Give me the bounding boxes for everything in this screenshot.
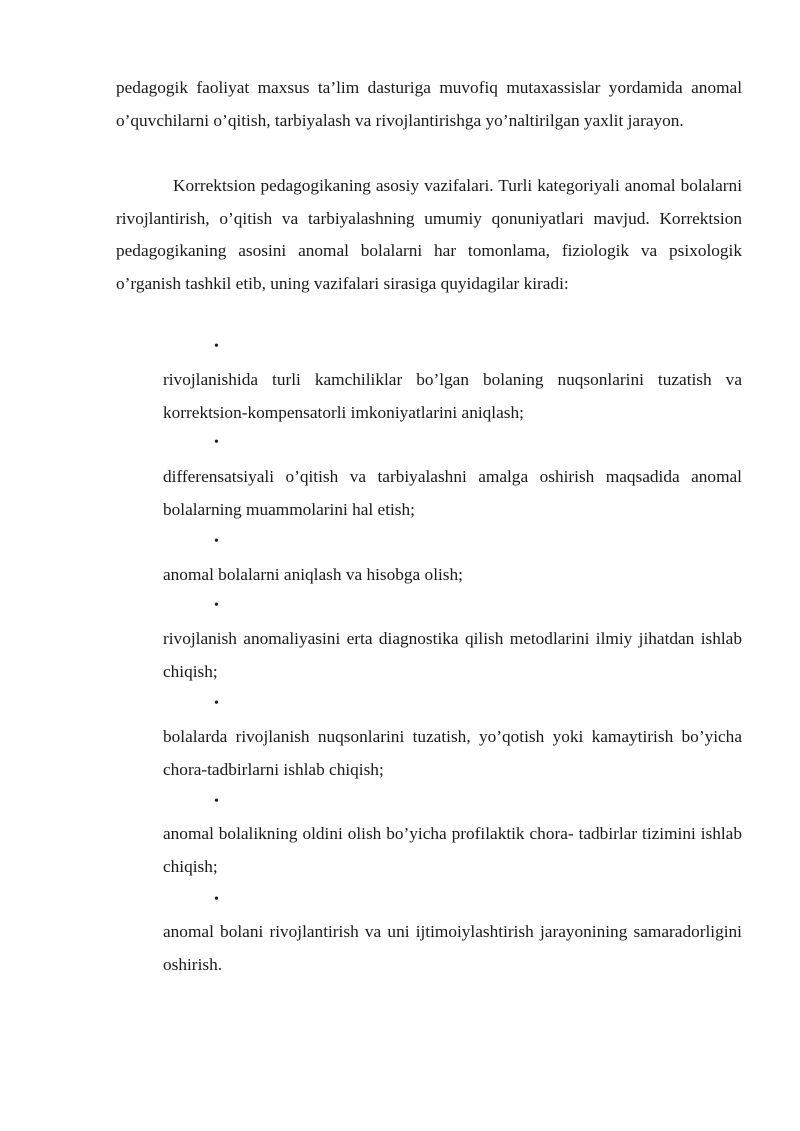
list-item: rivojlanish anomaliyasini erta diagnostika qilish metodlarini ilmiy jihatdan ishlab chiqish; bbox=[163, 629, 742, 681]
bullet-marker: • bbox=[214, 696, 219, 711]
bullet-marker: • bbox=[214, 534, 219, 549]
paragraph-tasks-heading: Korrektsion pedagogikaning asosiy vazifalari. Turli kategoriyali anomal bolalarni rivojlantirish, o’qitish va tarbiyalashning umumiy qonuniyatlari mavjud. Korrektsion pedagogikaning asosini anomal bolalarni har tomonlama, fiziologik va psixologik o’rganish tashkil etib, uning vazifalari sirasiga quyidagilar kiradi: bbox=[116, 176, 742, 293]
list-item: differensatsiyali o’qitish va tarbiyalashni amalga oshirish maqsadida anomal bolalarning muammolarini hal etish; bbox=[163, 467, 742, 519]
bullet-marker: • bbox=[214, 794, 219, 809]
list-item: anomal bolalikning oldini olish bo’yicha profilaktik chora- tadbirlar tizimini ishlab chiqish; bbox=[163, 824, 742, 876]
paragraph-intro: pedagogik faoliyat maxsus ta’lim dasturiga muvofiq mutaxassislar yordamida anomal o’quvchilarni o’qitish, tarbiyalash va rivojlantirishga yo’naltirilgan yaxlit jarayon. bbox=[116, 78, 742, 130]
list-item: rivojlanishida turli kamchiliklar bo’lgan bolaning nuqsonlarini tuzatish va korrektsion-kompensatorli imkoniyatlarini aniqlash; bbox=[163, 370, 742, 422]
list-item: anomal bolalarni aniqlash va hisobga olish; bbox=[163, 565, 463, 584]
list-item: bolalarda rivojlanish nuqsonlarini tuzatish, yo’qotish yoki kamaytirish bo’yicha chora-tadbirlarni ishlab chiqish; bbox=[163, 727, 742, 779]
bullet-marker: • bbox=[214, 339, 219, 354]
bullet-marker: • bbox=[214, 435, 219, 450]
bullet-marker: • bbox=[214, 598, 219, 613]
bullet-marker: • bbox=[214, 892, 219, 907]
list-item: anomal bolani rivojlantirish va uni ijtimoiylashtirish jarayonining samaradorligini oshirish. bbox=[163, 922, 742, 974]
